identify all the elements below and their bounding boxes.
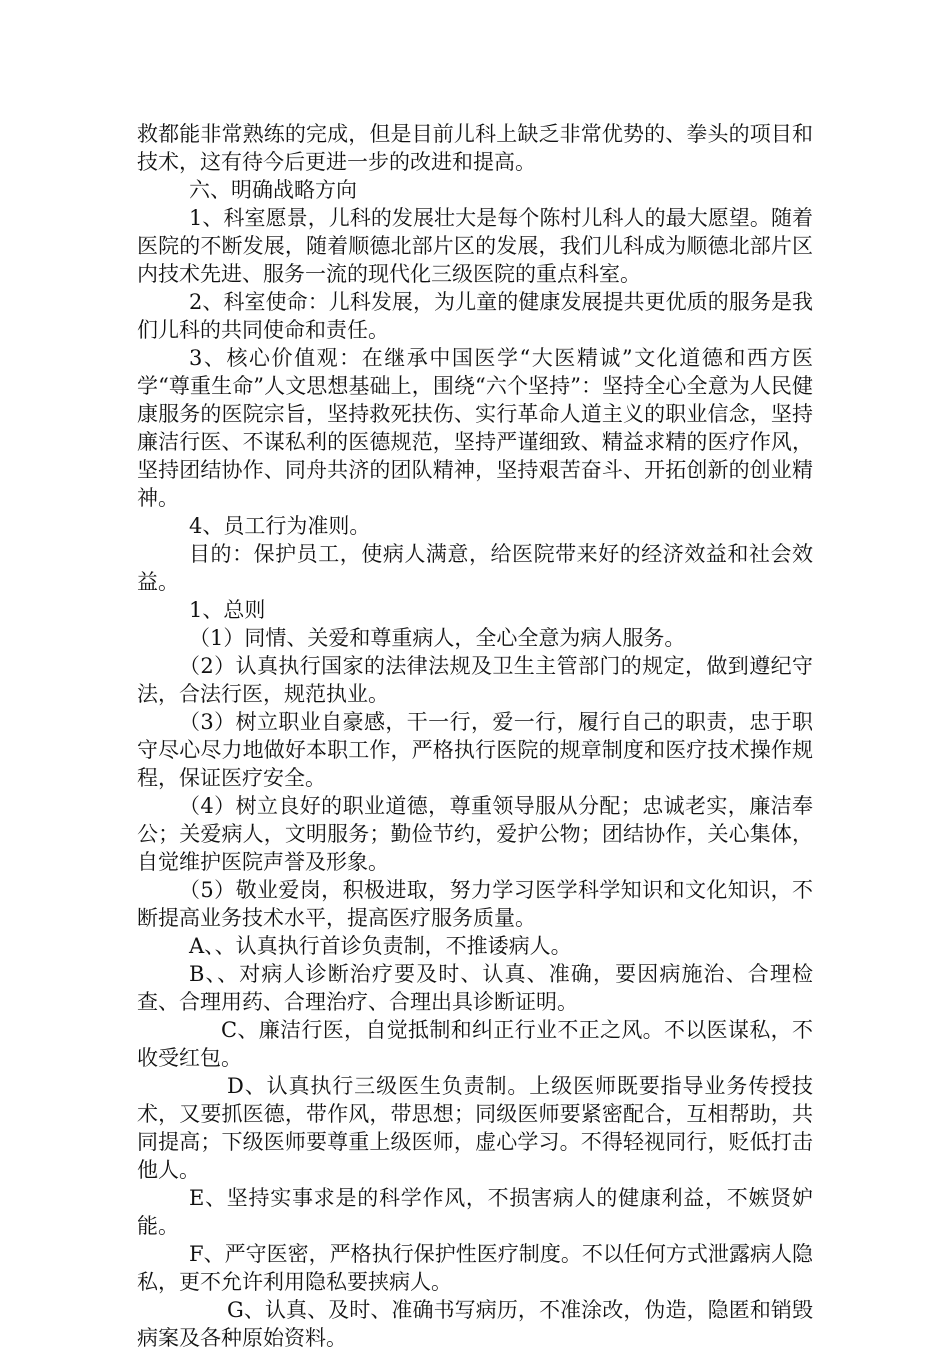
section-heading-strategy: 六、明确战略方向 <box>189 178 357 202</box>
rule-sub-d: D、认真执行三级医生负责制。上级医师既要指导业务传授技术，又要抓医德，带作风，带思想；同级医师要紧密配合，互相帮助，共同提高；下级医师要尊重上级医师，虚心学习。不得轻视同行，贬低打击他人。 <box>137 1074 813 1182</box>
document-body <box>137 120 813 1352</box>
rule-item-5: （5）敬业爱岗，积极进取，努力学习医学科学知识和文化知识，不断提高业务技术水平，提高医疗服务质量。 <box>137 878 813 930</box>
rule-sub-f: F、严守医密，严格执行保护性医疗制度。不以任何方式泄露病人隐私，更不允许利用隐私要挟病人。 <box>137 1242 813 1294</box>
paragraph-conduct-heading: 4、员工行为准则。 <box>189 514 371 538</box>
rule-item-2: （2）认真执行国家的法律法规及卫生主管部门的规定，做到遵纪守法，合法行医，规范执业。 <box>137 654 813 706</box>
rule-item-1: （1）同情、关爱和尊重病人，全心全意为病人服务。 <box>189 626 686 650</box>
rule-sub-b: B、、对病人诊断治疗要及时、认真、准确，要因病施治、合理检查、合理用药、合理治疗、合理出具诊断证明。 <box>137 962 813 1014</box>
rule-sub-e: E、坚持实事求是的科学作风，不损害病人的健康利益，不嫉贤妒能。 <box>137 1186 813 1238</box>
paragraph-core-values: 3、核心价值观：在继承中国医学“大医精诚”文化道德和西方医学“尊重生命”人文思想基础上，围绕“六个坚持”：坚持全心全意为人民健康服务的医院宗旨，坚持救死扶伤、实行革命人道主义的职业信念，坚持廉洁行医、不谋私利的医德规范，坚持严谨细致、精益求精的医疗作风，坚持团结协作、同舟共济的团队精神，坚持艰苦奋斗、开拓创新的创业精神。 <box>137 346 813 510</box>
rule-sub-a: A、、认真执行首诊负责制，不推诿病人。 <box>189 934 572 958</box>
rule-sub-c: C、廉洁行医，自觉抵制和纠正行业不正之风。不以医谋私，不收受红包。 <box>137 1018 813 1070</box>
paragraph-mission: 2、科室使命：儿科发展，为儿童的健康发展提共更优质的服务是我们儿科的共同使命和责任。 <box>137 290 813 342</box>
paragraph-continuation: 救都能非常熟练的完成，但是目前儿科上缺乏非常优势的、拳头的项目和技术，这有待今后更进一步的改进和提高。 <box>137 122 813 174</box>
paragraph-purpose: 目的：保护员工，使病人满意，给医院带来好的经济效益和社会效益。 <box>137 542 813 594</box>
rule-sub-g: G、认真、及时、准确书写病历，不准涂改，伪造，隐匿和销毁病案及各种原始资料。 <box>137 1298 813 1350</box>
paragraph-general-heading: 1、总则 <box>189 598 266 622</box>
paragraph-vision: 1、科室愿景，儿科的发展壮大是每个陈村儿科人的最大愿望。随着医院的不断发展，随着顺德北部片区的发展，我们儿科成为顺德北部片区内技术先进、服务一流的现代化三级医院的重点科室。 <box>137 206 813 286</box>
rule-item-4: （4）树立良好的职业道德，尊重领导服从分配；忠诚老实，廉洁奉公；关爱病人，文明服务；勤俭节约，爱护公物；团结协作，关心集体，自觉维护医院声誉及形象。 <box>137 794 813 874</box>
rule-item-3: （3）树立职业自豪感，干一行，爱一行，履行自己的职责，忠于职守尽心尽力地做好本职工作，严格执行医院的规章制度和医疗技术操作规程，保证医疗安全。 <box>137 710 813 790</box>
